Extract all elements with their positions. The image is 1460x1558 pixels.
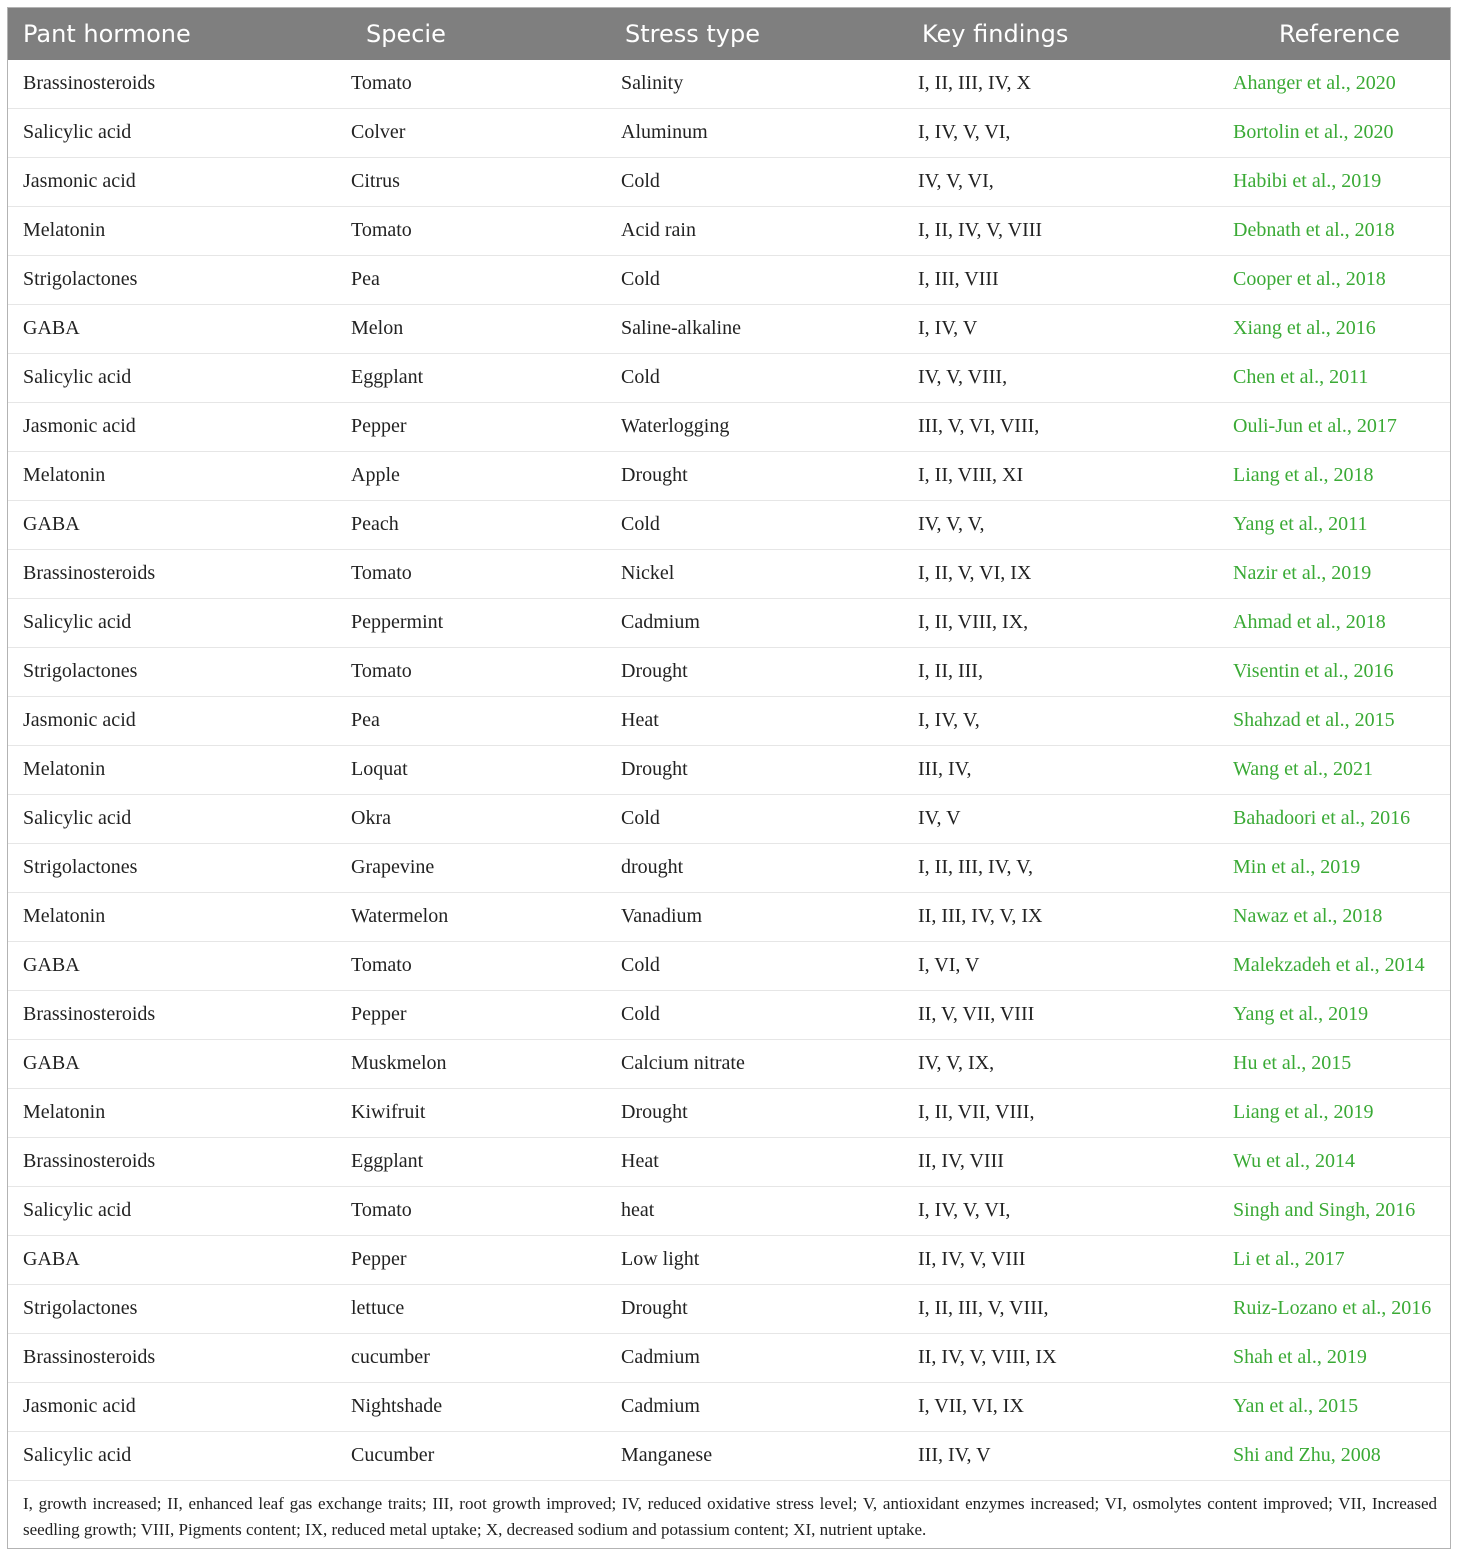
header-specie: Specie — [366, 20, 446, 48]
reference-link[interactable]: Xiang et al., 2016 — [1233, 317, 1376, 339]
stress-type-cell: Cadmium — [621, 1395, 700, 1417]
table-row — [8, 109, 1450, 158]
stress-type-cell: Salinity — [621, 72, 684, 94]
specie-cell: Tomato — [351, 1199, 412, 1221]
plant-hormone-cell: Salicylic acid — [23, 1199, 132, 1221]
stress-type-cell: Calcium nitrate — [621, 1052, 745, 1074]
stress-type-cell: Cold — [621, 170, 660, 192]
stress-type-cell: Cold — [621, 366, 660, 388]
stress-type-cell: Heat — [621, 1150, 659, 1172]
plant-hormone-cell: GABA — [23, 1052, 80, 1074]
plant-hormone-cell: Melatonin — [23, 219, 106, 241]
reference-link[interactable]: Hu et al., 2015 — [1233, 1052, 1352, 1074]
specie-cell: Watermelon — [351, 905, 449, 927]
plant-hormone-cell: Brassinosteroids — [23, 1150, 156, 1172]
plant-hormone-cell: Brassinosteroids — [23, 562, 156, 584]
key-findings-cell: I, II, III, — [918, 660, 983, 682]
stress-type-cell: Aluminum — [621, 121, 708, 143]
key-findings-cell: I, IV, V, — [918, 709, 980, 731]
key-findings-cell: IV, V, VIII, — [918, 366, 1008, 388]
reference-link[interactable]: Nazir et al., 2019 — [1233, 562, 1372, 584]
table-row — [8, 697, 1450, 746]
key-findings-cell: III, V, VI, VIII, — [918, 415, 1040, 437]
key-findings-cell: II, IV, V, VIII, IX — [918, 1346, 1057, 1368]
reference-link[interactable]: Shahzad et al., 2015 — [1233, 709, 1395, 731]
key-findings-cell: I, VI, V — [918, 954, 980, 976]
specie-cell: Peppermint — [351, 611, 444, 633]
key-findings-cell: III, IV, V — [918, 1444, 991, 1466]
stress-type-cell: Waterlogging — [621, 415, 730, 437]
table-row — [8, 1236, 1450, 1285]
header-stress-type: Stress type — [625, 20, 760, 48]
plant-hormone-cell: Salicylic acid — [23, 611, 132, 633]
plant-hormone-cell: GABA — [23, 513, 80, 535]
table-row — [8, 452, 1450, 501]
specie-cell: Citrus — [351, 170, 400, 192]
reference-link[interactable]: Visentin et al., 2016 — [1233, 660, 1394, 682]
key-findings-cell: I, II, III, IV, X — [918, 72, 1031, 94]
stress-type-cell: Cold — [621, 268, 660, 290]
specie-cell: Pea — [351, 268, 380, 290]
table-row — [8, 1089, 1450, 1138]
table-row — [8, 746, 1450, 795]
table-row — [8, 403, 1450, 452]
specie-cell: Kiwifruit — [351, 1101, 426, 1123]
reference-link[interactable]: Wu et al., 2014 — [1233, 1150, 1355, 1172]
plant-hormone-cell: Melatonin — [23, 464, 106, 486]
plant-hormone-cell: Jasmonic acid — [23, 170, 136, 192]
reference-link[interactable]: Ahmad et al., 2018 — [1233, 611, 1386, 633]
plant-hormone-cell: Jasmonic acid — [23, 415, 136, 437]
key-findings-cell: I, II, IV, V, VIII — [918, 219, 1043, 241]
reference-link[interactable]: Min et al., 2019 — [1233, 856, 1361, 878]
specie-cell: Eggplant — [351, 1150, 424, 1172]
table-row — [8, 893, 1450, 942]
reference-link[interactable]: Shah et al., 2019 — [1233, 1346, 1367, 1368]
stress-type-cell: heat — [621, 1199, 655, 1221]
key-findings-cell: II, V, VII, VIII — [918, 1003, 1035, 1025]
plant-hormone-cell: Melatonin — [23, 1101, 106, 1123]
key-findings-cell: IV, V — [918, 807, 961, 829]
plant-hormone-cell: Brassinosteroids — [23, 1346, 156, 1368]
stress-type-cell: Vanadium — [621, 905, 703, 927]
plant-hormone-cell: Melatonin — [23, 758, 106, 780]
plant-hormone-cell: Strigolactones — [23, 856, 138, 878]
plant-hormone-cell: Salicylic acid — [23, 1444, 132, 1466]
reference-link[interactable]: Singh and Singh, 2016 — [1233, 1199, 1416, 1221]
key-findings-cell: III, IV, — [918, 758, 972, 780]
reference-link[interactable]: Ahanger et al., 2020 — [1233, 72, 1396, 94]
reference-link[interactable]: Ruiz-Lozano et al., 2016 — [1233, 1297, 1432, 1319]
stress-type-cell: Cold — [621, 1003, 660, 1025]
table-row — [8, 1285, 1450, 1334]
reference-link[interactable]: Debnath et al., 2018 — [1233, 219, 1395, 241]
table-frame — [7, 7, 1451, 1549]
reference-link[interactable]: Yang et al., 2019 — [1233, 1003, 1369, 1025]
specie-cell: Grapevine — [351, 856, 435, 878]
table-row — [8, 354, 1450, 403]
specie-cell: Muskmelon — [351, 1052, 447, 1074]
table-row — [8, 207, 1450, 256]
key-findings-cell: IV, V, IX, — [918, 1052, 995, 1074]
table-row — [8, 1432, 1450, 1481]
reference-link[interactable]: Liang et al., 2018 — [1233, 464, 1374, 486]
table-row — [8, 991, 1450, 1040]
stress-type-cell: Drought — [621, 660, 688, 682]
plant-hormone-cell: Melatonin — [23, 905, 106, 927]
table-row — [8, 942, 1450, 991]
table-row — [8, 256, 1450, 305]
reference-link[interactable]: Shi and Zhu, 2008 — [1233, 1444, 1381, 1466]
header-plant-hormone: Pant hormone — [23, 20, 191, 48]
specie-cell: Loquat — [351, 758, 408, 780]
key-findings-cell: I, II, VII, VIII, — [918, 1101, 1035, 1123]
key-findings-cell: I, III, VIII — [918, 268, 999, 290]
table-row — [8, 1383, 1450, 1432]
stress-type-cell: Low light — [621, 1248, 700, 1270]
key-findings-cell: IV, V, V, — [918, 513, 985, 535]
table-header — [8, 8, 1450, 60]
table-row — [8, 158, 1450, 207]
plant-hormone-cell: Strigolactones — [23, 268, 138, 290]
header-key-findings: Key findings — [922, 20, 1069, 48]
key-findings-cell: I, II, VIII, XI — [918, 464, 1024, 486]
plant-hormone-cell: Brassinosteroids — [23, 1003, 156, 1025]
stress-type-cell: Drought — [621, 1101, 688, 1123]
table-row — [8, 1187, 1450, 1236]
specie-cell: Pepper — [351, 415, 407, 437]
reference-link[interactable]: Bortolin et al., 2020 — [1233, 121, 1394, 143]
reference-link[interactable]: Liang et al., 2019 — [1233, 1101, 1374, 1123]
plant-hormone-cell: Salicylic acid — [23, 366, 132, 388]
plant-hormone-cell: Strigolactones — [23, 1297, 138, 1319]
plant-hormone-cell: Jasmonic acid — [23, 1395, 136, 1417]
key-findings-cell: I, II, III, V, VIII, — [918, 1297, 1049, 1319]
specie-cell: Tomato — [351, 72, 412, 94]
reference-link[interactable]: Malekzadeh et al., 2014 — [1233, 954, 1425, 976]
specie-cell: Tomato — [351, 219, 412, 241]
table-row — [8, 501, 1450, 550]
specie-cell: Pepper — [351, 1003, 407, 1025]
table-footnote: I, growth increased; II, enhanced leaf gas exchange traits; III, root growth improved; IV, reduced oxidative stress level; V, antioxidant enzymes increased; VI, osmolytes content improved; VII, Increased seedling growth; VIII, Pigments content; IX, reduced metal uptake; X, decreased sodium and potassium content; XI, nutrient uptake. — [23, 1494, 1437, 1539]
specie-cell: Pea — [351, 709, 380, 731]
key-findings-cell: II, IV, V, VIII — [918, 1248, 1026, 1270]
specie-cell: Cucumber — [351, 1444, 435, 1466]
plant-hormone-cell: GABA — [23, 1248, 80, 1270]
specie-cell: Nightshade — [351, 1395, 443, 1417]
plant-hormone-cell: Salicylic acid — [23, 121, 132, 143]
table-row — [8, 1138, 1450, 1187]
specie-cell: cucumber — [351, 1346, 430, 1368]
reference-link[interactable]: Li et al., 2017 — [1233, 1248, 1345, 1270]
key-findings-cell: I, II, V, VI, IX — [918, 562, 1032, 584]
table-row — [8, 795, 1450, 844]
key-findings-cell: II, III, IV, V, IX — [918, 905, 1043, 927]
stress-type-cell: Cadmium — [621, 1346, 700, 1368]
specie-cell: Tomato — [351, 954, 412, 976]
reference-link[interactable]: Yang et al., 2011 — [1233, 513, 1368, 535]
specie-cell: Peach — [351, 513, 399, 535]
specie-cell: Colver — [351, 121, 406, 143]
table-body — [8, 60, 1450, 1481]
reference-link[interactable]: Bahadoori et al., 2016 — [1233, 807, 1411, 829]
table-row — [8, 648, 1450, 697]
plant-hormone-cell: GABA — [23, 954, 80, 976]
key-findings-cell: I, VII, VI, IX — [918, 1395, 1024, 1417]
stress-type-cell: Cadmium — [621, 611, 700, 633]
plant-hormone-cell: Strigolactones — [23, 660, 138, 682]
specie-cell: Eggplant — [351, 366, 424, 388]
plant-hormone-cell: GABA — [23, 317, 80, 339]
key-findings-cell: II, IV, VIII — [918, 1150, 1004, 1172]
plant-hormone-cell: Brassinosteroids — [23, 72, 156, 94]
table-row — [8, 844, 1450, 893]
plant-hormone-cell: Jasmonic acid — [23, 709, 136, 731]
stress-type-cell: Acid rain — [621, 219, 696, 241]
key-findings-cell: I, II, III, IV, V, — [918, 856, 1033, 878]
reference-link[interactable]: Nawaz et al., 2018 — [1233, 905, 1383, 927]
stress-type-cell: Heat — [621, 709, 659, 731]
stress-type-cell: Cold — [621, 513, 660, 535]
specie-cell: lettuce — [351, 1297, 405, 1319]
plant-hormone-cell: Salicylic acid — [23, 807, 132, 829]
reference-link[interactable]: Chen et al., 2011 — [1233, 366, 1369, 388]
table-row — [8, 550, 1450, 599]
stress-type-cell: Drought — [621, 464, 688, 486]
key-findings-cell: IV, V, VI, — [918, 170, 994, 192]
table-row — [8, 599, 1450, 648]
stress-type-cell: Drought — [621, 1297, 688, 1319]
reference-link[interactable]: Ouli-Jun et al., 2017 — [1233, 415, 1397, 437]
key-findings-cell: I, II, VIII, IX, — [918, 611, 1029, 633]
header-reference: Reference — [1279, 20, 1400, 48]
stress-type-cell: Nickel — [621, 562, 675, 584]
table-row — [8, 1334, 1450, 1383]
stress-type-cell: Cold — [621, 807, 660, 829]
reference-link[interactable]: Cooper et al., 2018 — [1233, 268, 1386, 290]
specie-cell: Okra — [351, 807, 391, 829]
reference-link[interactable]: Yan et al., 2015 — [1233, 1395, 1359, 1417]
key-findings-cell: I, IV, V, VI, — [918, 121, 1011, 143]
stress-type-cell: Cold — [621, 954, 660, 976]
table-row — [8, 60, 1450, 109]
specie-cell: Melon — [351, 317, 404, 339]
table-row — [8, 305, 1450, 354]
specie-cell: Apple — [351, 464, 400, 486]
specie-cell: Pepper — [351, 1248, 407, 1270]
specie-cell: Tomato — [351, 562, 412, 584]
table-row — [8, 1040, 1450, 1089]
reference-link[interactable]: Habibi et al., 2019 — [1233, 170, 1382, 192]
stress-type-cell: Manganese — [621, 1444, 713, 1466]
specie-cell: Tomato — [351, 660, 412, 682]
reference-link[interactable]: Wang et al., 2021 — [1233, 758, 1374, 780]
key-findings-cell: I, IV, V, VI, — [918, 1199, 1011, 1221]
stress-type-cell: Saline-alkaline — [621, 317, 741, 339]
key-findings-cell: I, IV, V — [918, 317, 978, 339]
stress-type-cell: Drought — [621, 758, 688, 780]
stress-type-cell: drought — [621, 856, 684, 878]
